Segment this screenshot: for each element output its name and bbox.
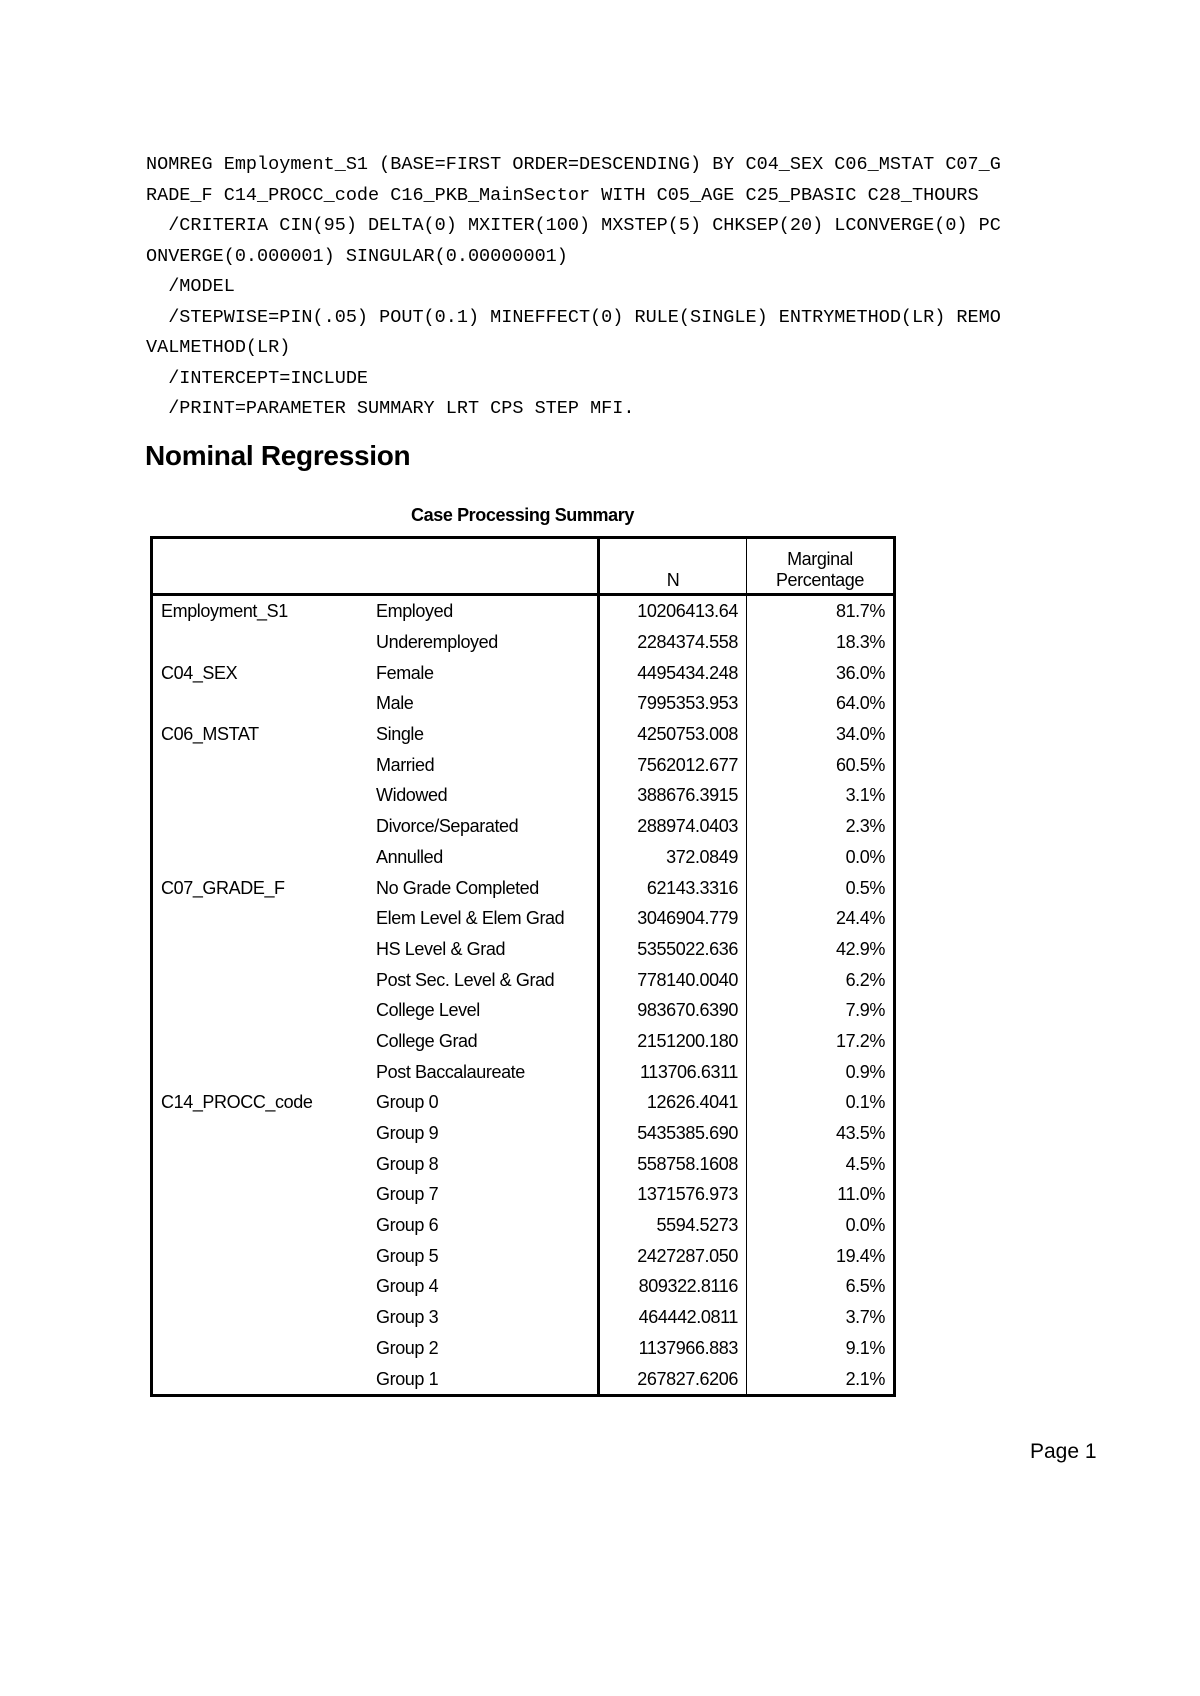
row-n-value: 2427287.050 (599, 1240, 747, 1271)
table-row (152, 1056, 895, 1087)
row-variable (152, 780, 369, 811)
row-marginal-percentage: 3.1% (845, 785, 885, 806)
row-n-value: 7995353.953 (599, 688, 747, 719)
row-variable (152, 1179, 369, 1210)
table-header-row (152, 538, 895, 595)
table-row (152, 1240, 895, 1271)
row-variable (152, 842, 369, 873)
syntax-block (146, 150, 1146, 425)
table-row (152, 1302, 895, 1333)
table-row (152, 872, 895, 903)
table-row (152, 1179, 895, 1210)
row-variable: C06_MSTAT (161, 724, 259, 745)
row-marginal-percentage: 0.5% (845, 877, 885, 898)
row-category: HS Level & Grad (368, 934, 599, 965)
row-category: Group 7 (368, 1179, 599, 1210)
row-marginal-percentage: 4.5% (845, 1153, 885, 1174)
row-marginal-percentage: 6.5% (845, 1276, 885, 1297)
syntax-line: RADE_F C14_PROCC_code C16_PKB_MainSector WITH C05_AGE C25_PBASIC C28_THOURS (146, 184, 979, 206)
row-variable: Employment_S1 (161, 601, 288, 622)
row-category: Single (368, 719, 599, 750)
row-marginal-percentage: 0.0% (845, 846, 885, 867)
table-row (152, 1087, 895, 1118)
row-marginal-percentage: 19.4% (835, 1245, 885, 1266)
row-n-value: 809322.8116 (599, 1271, 747, 1302)
row-variable: C04_SEX (161, 662, 238, 683)
syntax-line: VALMETHOD(LR) (146, 337, 291, 358)
row-category: Post Baccalaureate (368, 1056, 599, 1087)
syntax-line: /MODEL (146, 276, 235, 297)
table-title: Case Processing Summary (411, 505, 634, 525)
row-category: Elem Level & Elem Grad (368, 903, 599, 934)
table-row (152, 657, 895, 688)
row-n-value: 288974.0403 (599, 811, 747, 842)
row-category: Annulled (368, 842, 599, 873)
table-row (152, 811, 895, 842)
table-row (152, 1148, 895, 1179)
table-row (152, 964, 895, 995)
row-n-value: 2151200.180 (599, 1026, 747, 1057)
row-variable (152, 1056, 369, 1087)
table-row (152, 595, 895, 627)
row-n-value: 5355022.636 (599, 934, 747, 965)
row-category: Divorce/Separated (368, 811, 599, 842)
syntax-line: /INTERCEPT=INCLUDE (146, 367, 369, 389)
row-category: Group 1 (368, 1363, 599, 1395)
row-category: Group 8 (368, 1148, 599, 1179)
row-n-value: 1137966.883 (599, 1333, 747, 1364)
table-row (152, 1333, 895, 1364)
row-variable (152, 1118, 369, 1149)
case-processing-summary-table (150, 536, 896, 1397)
row-marginal-percentage: 0.9% (845, 1061, 885, 1082)
row-marginal-percentage: 24.4% (835, 908, 885, 929)
row-marginal-percentage: 64.0% (835, 693, 885, 714)
row-marginal-percentage: 6.2% (845, 969, 885, 990)
row-category: Male (368, 688, 599, 719)
row-marginal-percentage: 42.9% (835, 938, 885, 959)
header-category (368, 538, 599, 595)
row-variable (152, 1333, 369, 1364)
row-variable (152, 964, 369, 995)
row-n-value: 5435385.690 (599, 1118, 747, 1149)
row-category: Group 3 (368, 1302, 599, 1333)
row-category: Employed (368, 595, 599, 627)
table-row (152, 627, 895, 658)
table-row (152, 842, 895, 873)
header-marginal-line2: Percentage (775, 570, 865, 590)
row-category: Underemployed (368, 627, 599, 658)
row-marginal-percentage: 11.0% (837, 1184, 885, 1205)
row-marginal-percentage: 0.0% (845, 1215, 885, 1236)
row-marginal-percentage: 34.0% (835, 724, 885, 745)
row-marginal-percentage: 60.5% (835, 754, 885, 775)
row-n-value: 113706.6311 (599, 1056, 747, 1087)
row-n-value: 10206413.64 (599, 595, 747, 627)
table-body (152, 595, 895, 1396)
table-row (152, 1271, 895, 1302)
row-category: Group 2 (368, 1333, 599, 1364)
row-marginal-percentage: 17.2% (835, 1030, 885, 1051)
row-variable (152, 1148, 369, 1179)
table-row (152, 1363, 895, 1395)
row-marginal-percentage: 2.3% (845, 816, 885, 837)
table-row (152, 1118, 895, 1149)
page-heading: Nominal Regression (145, 440, 411, 471)
row-n-value: 464442.0811 (599, 1302, 747, 1333)
syntax-line: /PRINT=PARAMETER SUMMARY LRT CPS STEP MFI. (146, 398, 635, 419)
row-category: Group 5 (368, 1240, 599, 1271)
row-variable (152, 1240, 369, 1271)
table-row (152, 1210, 895, 1241)
row-category: Widowed (368, 780, 599, 811)
row-n-value: 7562012.677 (599, 749, 747, 780)
table-row (152, 934, 895, 965)
row-category: Post Sec. Level & Grad (368, 964, 599, 995)
header-variable (152, 538, 369, 595)
header-n: N (599, 538, 747, 595)
row-category: Group 0 (368, 1087, 599, 1118)
row-variable (152, 903, 369, 934)
syntax-line: /CRITERIA CIN(95) DELTA(0) MXITER(100) MXSTEP(5) CHKSEP(20) LCONVERGE(0) PC (146, 215, 1001, 236)
row-variable: C14_PROCC_code (161, 1092, 313, 1113)
table-row (152, 719, 895, 750)
row-n-value: 267827.6206 (599, 1363, 747, 1395)
syntax-line: NOMREG Employment_S1 (BASE=FIRST ORDER=DESCENDING) BY C04_SEX C06_MSTAT C07_G (146, 154, 1001, 175)
row-n-value: 12626.4041 (599, 1087, 747, 1118)
row-n-value: 372.0849 (599, 842, 747, 873)
row-category: No Grade Completed (368, 872, 599, 903)
row-variable (152, 811, 369, 842)
row-variable (152, 1271, 369, 1302)
row-n-value: 983670.6390 (599, 995, 747, 1026)
row-marginal-percentage: 43.5% (835, 1123, 885, 1144)
row-category: College Grad (368, 1026, 599, 1057)
row-marginal-percentage: 81.7% (835, 601, 885, 622)
syntax-line: /STEPWISE=PIN(.05) POUT(0.1) MINEFFECT(0) RULE(SINGLE) ENTRYMETHOD(LR) REMO (146, 306, 1001, 328)
row-category: Group 6 (368, 1210, 599, 1241)
row-category: Group 9 (368, 1118, 599, 1149)
row-n-value: 558758.1608 (599, 1148, 747, 1179)
row-n-value: 778140.0040 (599, 964, 747, 995)
row-variable (152, 749, 369, 780)
row-marginal-percentage: 9.1% (845, 1337, 885, 1358)
row-variable (152, 1210, 369, 1241)
table-row (152, 688, 895, 719)
row-n-value: 1371576.973 (599, 1179, 747, 1210)
row-n-value: 4495434.248 (599, 657, 747, 688)
row-marginal-percentage: 7.9% (845, 1000, 885, 1021)
row-category: College Level (368, 995, 599, 1026)
table-row (152, 995, 895, 1026)
row-n-value: 2284374.558 (599, 627, 747, 658)
row-marginal-percentage: 2.1% (845, 1368, 885, 1389)
table-row (152, 749, 895, 780)
table-row (152, 1026, 895, 1057)
row-variable (152, 688, 369, 719)
row-variable (152, 627, 369, 658)
header-marginal-line1: Marginal (787, 549, 853, 569)
syntax-line: ONVERGE(0.000001) SINGULAR(0.00000001) (146, 245, 568, 267)
table-row (152, 903, 895, 934)
table-row (152, 780, 895, 811)
row-category: Group 4 (368, 1271, 599, 1302)
row-marginal-percentage: 36.0% (835, 662, 885, 683)
row-variable (152, 934, 369, 965)
row-variable (152, 1026, 369, 1057)
row-n-value: 5594.5273 (599, 1210, 747, 1241)
row-variable (152, 1302, 369, 1333)
row-marginal-percentage: 3.7% (845, 1307, 885, 1328)
row-variable (152, 995, 369, 1026)
row-n-value: 4250753.008 (599, 719, 747, 750)
header-marginal-percentage (747, 538, 895, 595)
row-marginal-percentage: 18.3% (835, 632, 885, 653)
row-variable: C07_GRADE_F (161, 877, 285, 898)
row-n-value: 388676.3915 (599, 780, 747, 811)
page-number: Page 1 (1030, 1440, 1097, 1463)
row-category: Married (368, 749, 599, 780)
row-n-value: 62143.3316 (599, 872, 747, 903)
row-marginal-percentage: 0.1% (845, 1092, 885, 1113)
row-variable (152, 1363, 369, 1395)
row-category: Female (368, 657, 599, 688)
row-n-value: 3046904.779 (599, 903, 747, 934)
